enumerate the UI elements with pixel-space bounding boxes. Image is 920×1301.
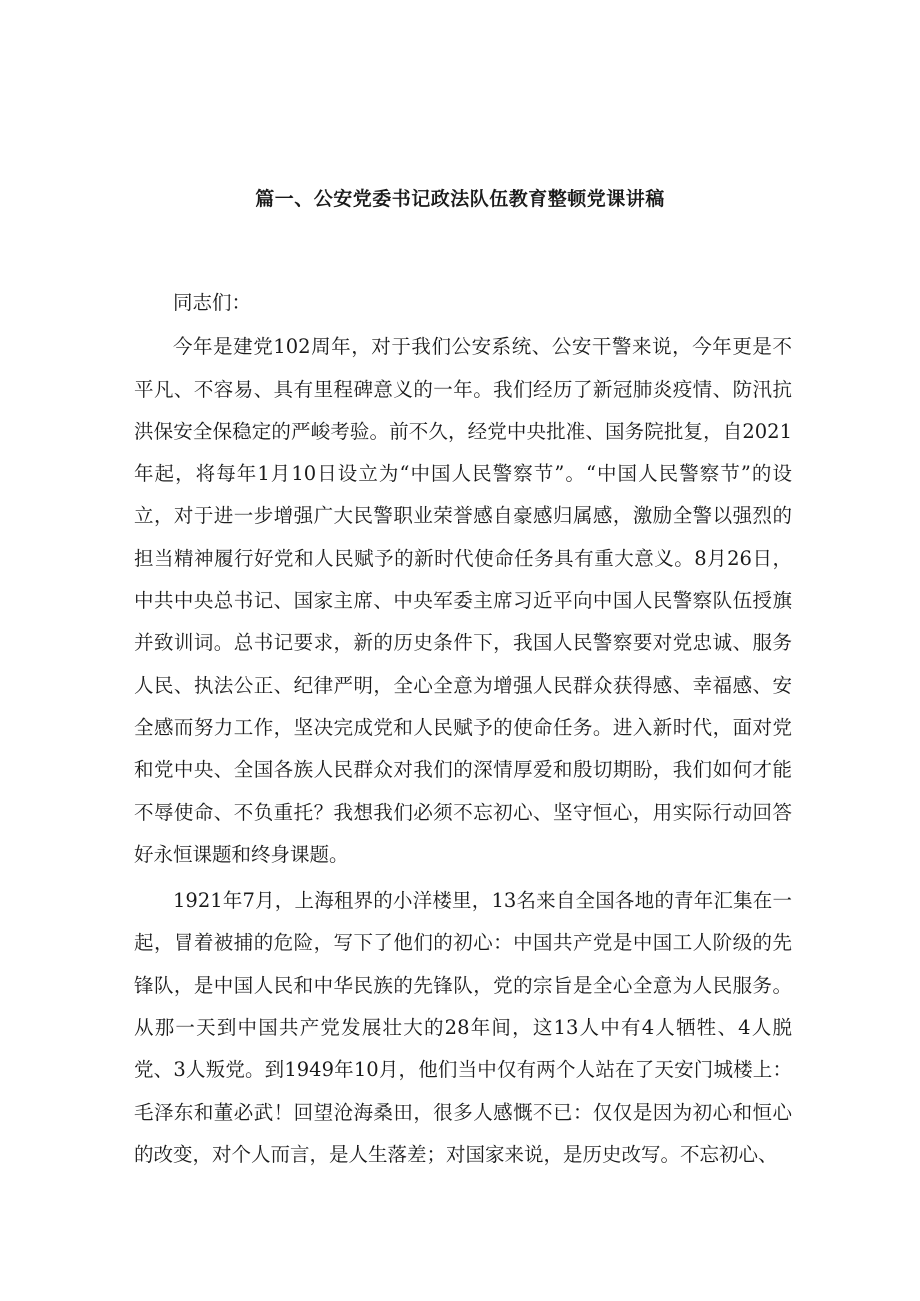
salutation: 同志们： [173, 291, 252, 314]
document-body [134, 282, 792, 1176]
paragraph-2: 1921年7月，上海租界的小洋楼里，13名来自全国各地的青年汇集在一起，冒着被捕的危险，写下了他们的初心：中国共产党是中国工人阶级的先锋队，是中国人民和中华民族的先锋队，党的宗旨是全心全意为人民服务。从那一天到中国共产党发展壮大的28年间，这13人中有4人牺牲、4人脱党、3人叛党。到1949年10月，他们当中仅有两个人站在了天安门城楼上：毛泽东和董必武！回望沧海桑田，很多人感慨不已：仅仅是因为初心和恒心的改变，对个人而言，是人生落差；对国家来说，是历史改写。不忘初心、 [134, 889, 792, 1166]
document-title: 篇一、公安党委书记政法队伍教育整顿党课讲稿 [255, 188, 665, 210]
paragraph-1: 今年是建党102周年，对于我们公安系统、公安干警来说，今年更是不平凡、不容易、具有里程碑意义的一年。我们经历了新冠肺炎疫情、防汛抗洪保安全保稳定的严峻考验。前不久，经党中央批准、国务院批复，自2021年起，将每年1月10日设立为“中国人民警察节”。“中国人民警察节”的设立，对于进一步增强广大民警职业荣誉感自豪感归属感，激励全警以强烈的担当精神履行好党和人民赋予的新时代使命任务具有重大意义。8月26日，中共中央总书记、国家主席、中央军委主席习近平向中国人民警察队伍授旗并致训词。总书记要求，新的历史条件下，我国人民警察要对党忠诚、服务人民、执法公正、纪律严明，全心全意为增强人民群众获得感、幸福感、安全感而努力工作，坚决完成党和人民赋予的使命任务。进入新时代，面对党和党中央、全国各族人民群众对我们的深情厚爱和殷切期盼，我们如何才能不辱使命、不负重托？我想我们必须不忘初心、坚守恒心，用实际行动回答好永恒课题和终身课题。 [134, 335, 792, 866]
